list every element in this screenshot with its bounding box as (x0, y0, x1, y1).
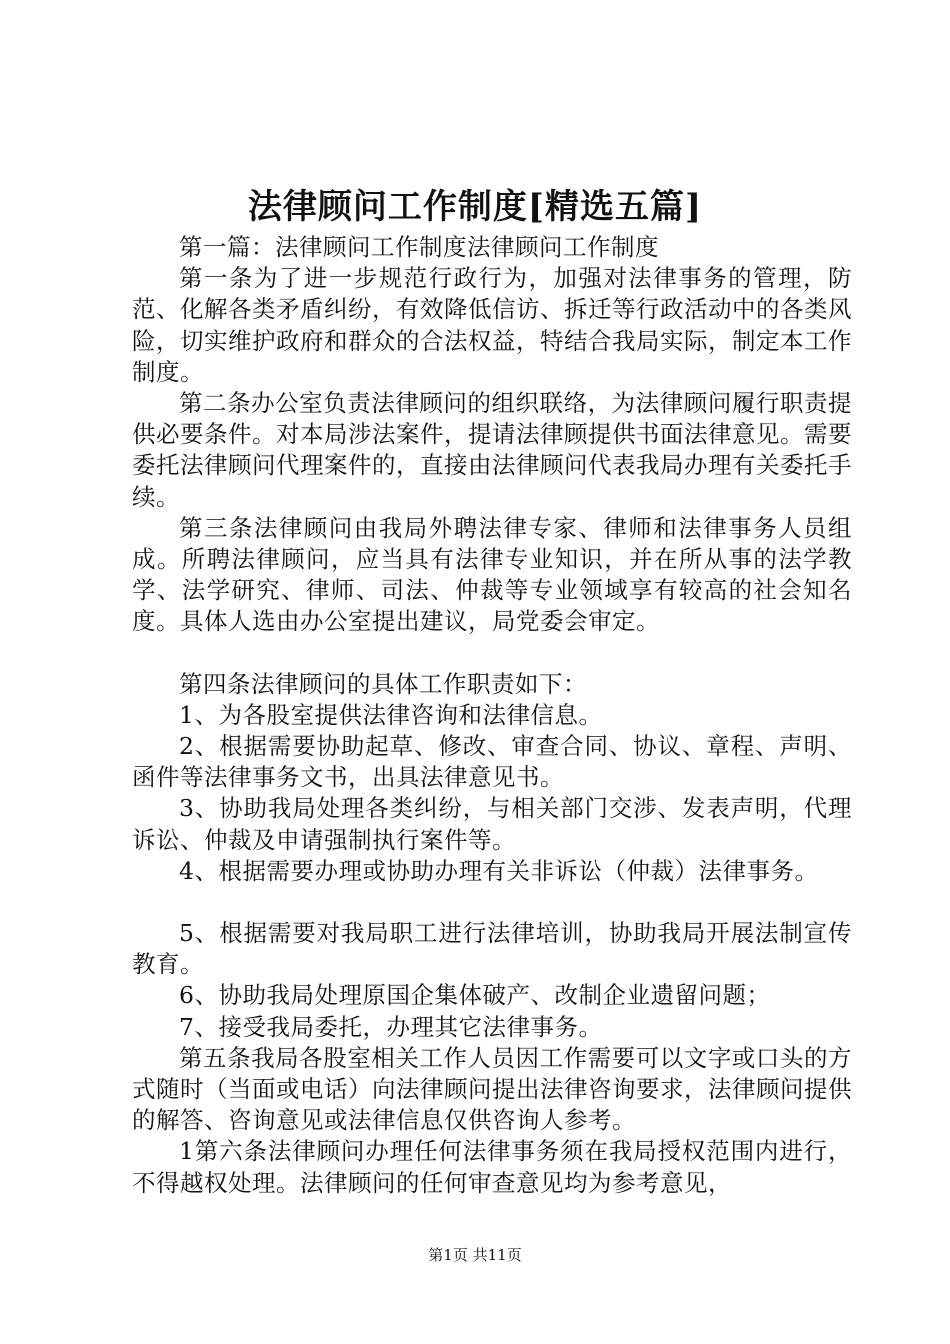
list-item-5: 5、根据需要对我局职工进行法律培训，协助我局开展法制宣传教育。 (132, 919, 852, 979)
document-body (132, 232, 852, 1199)
paragraph-heading: 第一篇：法律顾问工作制度法律顾问工作制度 (179, 233, 659, 261)
paragraph-article-6: 1第六条法律顾问办理任何法律事务须在我局授权范围内进行，不得越权处理。法律顾问的任何审查意见均为参考意见， (132, 1137, 852, 1197)
paragraph-article-1: 第一条为了进一步规范行政行为，加强对法律事务的管理，防范、化解各类矛盾纠纷，有效降低信访、拆迁等行政活动中的各类风险，切实维护政府和群众的合法权益，特结合我局实际，制定本工作制度。 (132, 264, 852, 386)
paragraph-article-2: 第二条办公室负责法律顾问的组织联络，为法律顾问履行职责提供必要条件。对本局涉法案件，提请法律顾提供书面法律意见。需要委托法律顾问代理案件的，直接由法律顾问代表我局办理有关委托手续。 (132, 389, 852, 511)
list-item-1: 1、为各股室提供法律咨询和法律信息。 (179, 700, 603, 729)
document-title: 法律顾问工作制度[精选五篇] (247, 187, 703, 227)
paragraph-article-4: 第四条法律顾问的具体工作职责如下： (179, 669, 587, 698)
list-item-4: 4、根据需要办理或协助办理有关非诉讼（仲裁）法律事务。 (179, 856, 819, 885)
list-item-2: 2、根据需要协助起草、修改、审查合同、协议、章程、声明、函件等法律事务文书，出具法律意见书。 (132, 732, 852, 792)
list-item-7: 7、接受我局委托，办理其它法律事务。 (179, 1012, 603, 1041)
paragraph-article-5: 第五条我局各股室相关工作人员因工作需要可以文字或口头的方式随时（当面或电话）向法律顾问提出法律咨询要求，法律顾问提供的解答、咨询意见或法律信息仅供咨询人参考。 (132, 1043, 852, 1135)
paragraph-article-3: 第三条法律顾问由我局外聘法律专家、律师和法律事务人员组成。所聘法律顾问，应当具有法律专业知识，并在所从事的法学教学、法学研究、律师、司法、仲裁等专业领域享有较高的社会知名度。具体人选由办公室提出建议，局党委会审定。 (132, 513, 852, 636)
list-item-6: 6、协助我局处理原国企集体破产、改制企业遗留问题； (179, 981, 771, 1010)
page-footer: 第1页 共11页 (428, 1246, 522, 1264)
list-item-3: 3、协助我局处理各类纠纷，与相关部门交涉、发表声明，代理诉讼、仲裁及申请强制执行案件等。 (132, 794, 852, 854)
